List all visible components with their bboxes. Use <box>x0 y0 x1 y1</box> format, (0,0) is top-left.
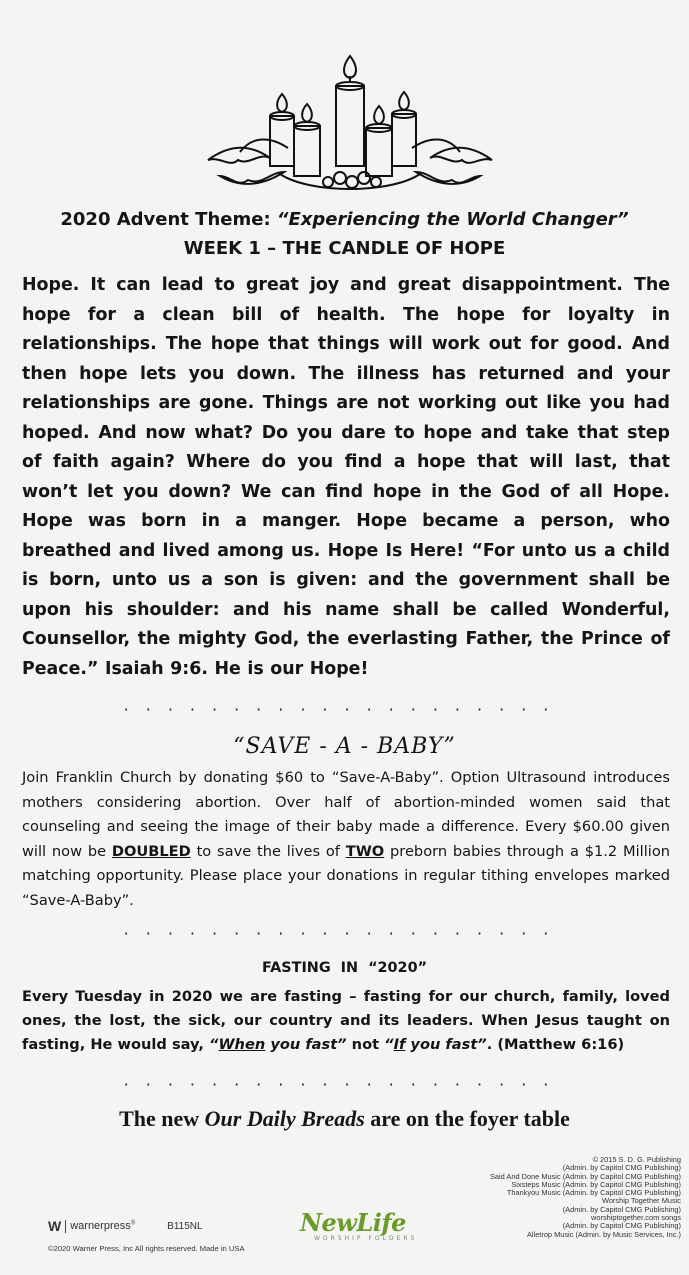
credit-line: Alletrop Music (Admin. by Music Services, Inc.) <box>526 1229 681 1239</box>
dot-divider: ···················· <box>123 924 566 943</box>
newlife-logo <box>300 1208 440 1242</box>
publisher-footer <box>48 1218 245 1253</box>
not-word: not <box>346 1036 385 1053</box>
two-word: TWO <box>345 842 385 860</box>
scripture-ref: . (Matthew 6:16) <box>486 1036 625 1053</box>
credit-line: Thankyou Music (Admin. by Capitol CMG Publishing) <box>506 1188 681 1198</box>
theme-name: “Experiencing the World Changer” <box>276 209 629 230</box>
credit-line: © 2015 S. D. G. Publishing <box>592 1155 681 1164</box>
product-code: B115NL <box>167 1220 203 1232</box>
week-heading: WEEK 1 – THE CANDLE OF HOPE <box>183 238 506 259</box>
save-a-baby-paragraph <box>22 766 670 914</box>
credit-line: Said And Done Music (Admin. by Capitol CMG Publishing) <box>489 1171 681 1181</box>
fasting-heading: FASTING IN “2020” <box>261 960 428 976</box>
music-credits <box>421 1156 681 1239</box>
credit-line: Worship Together Music <box>601 1196 681 1206</box>
advent-wreath-illustration <box>200 48 500 198</box>
save-a-baby-heading: “SAVE - A - BABY” <box>233 734 456 759</box>
daily-breads-title: Our Daily Breads <box>204 1106 365 1131</box>
credit-line: Sixsteps Music (Admin. by Capitol CMG Publishing) <box>511 1179 681 1189</box>
save-text-1: Join Franklin Church by donating $60 to “Save-A-Baby”. Option Ultrasound introduces mothers considering abortion. Over half of abortion-minded women said that counseling and seeing the image of their baby made a difference. Every $60.00 given will now be <box>22 769 670 860</box>
credit-line: worshiptogether.com songs <box>591 1213 681 1223</box>
save-text-2: to save the lives of <box>190 842 346 860</box>
publisher-name: warnerpress® <box>70 1220 136 1232</box>
copyright-notice: ©2020 Warner Press, Inc All rights reserved. Made in USA <box>48 1244 245 1253</box>
logo-separator <box>65 1220 66 1233</box>
newlife-wordmark: NewLife <box>300 1208 406 1237</box>
quote-when: “When you fast” <box>209 1036 347 1053</box>
fasting-text: Every Tuesday in 2020 we are fasting – fasting for our church, family, loved ones, the lost, the sick, our country and its leaders. When Jesus taught on fasting, He would say, <box>22 988 670 1053</box>
dot-divider: ···················· <box>123 700 566 719</box>
daily-breads-announcement: The new Our Daily Breads are on the foyer table <box>119 1106 570 1131</box>
newlife-subtitle: WORSHIP FOLDERS <box>314 1235 418 1242</box>
credit-line: (Admin. by Capitol CMG Publishing) <box>562 1163 681 1173</box>
doubled-word: DOUBLED <box>111 842 191 860</box>
hope-paragraph: Hope. It can lead to great joy and great disappointment. The hope for a clean bill of health. The hope for loyalty in relationships. The hope that things will work out for good. And then hope lets you down. The illness has returned and your relationships are gone. Things are not working out like you had hoped. And now what? Do you dare to hope and take that step of faith again? Where do you find a hope that will last, that won’t let you down? We can find hope in the God of all Hope. Hope was born in a manger. Hope became a person, who breathed and lived among us. Hope Is Here! “For unto us a child is born, unto us a son is given: and the government shall be upon his shoulder: and his name shall be called Wonderful, Counsellor, the mighty God, the everlasting Father, the Prince of Peace.” Isaiah 9:6. He is our Hope! <box>22 275 670 679</box>
theme-prefix: 2020 Advent Theme: <box>60 209 277 230</box>
credit-line: (Admin. by Capitol CMG Publishing) <box>562 1204 681 1214</box>
warner-press-logo-icon: W <box>48 1218 62 1234</box>
advent-theme-heading <box>0 208 689 232</box>
dot-divider: ···················· <box>123 1075 566 1094</box>
quote-if: “If you fast” <box>384 1036 487 1053</box>
fasting-paragraph <box>22 985 670 1057</box>
save-text-3: preborn babies through a $1.2 Million matching opportunity. Please place your donations in regular tithing envelopes marked “Save-A-Baby”. <box>22 842 670 909</box>
credit-line: (Admin. by Capitol CMG Publishing) <box>562 1221 681 1231</box>
